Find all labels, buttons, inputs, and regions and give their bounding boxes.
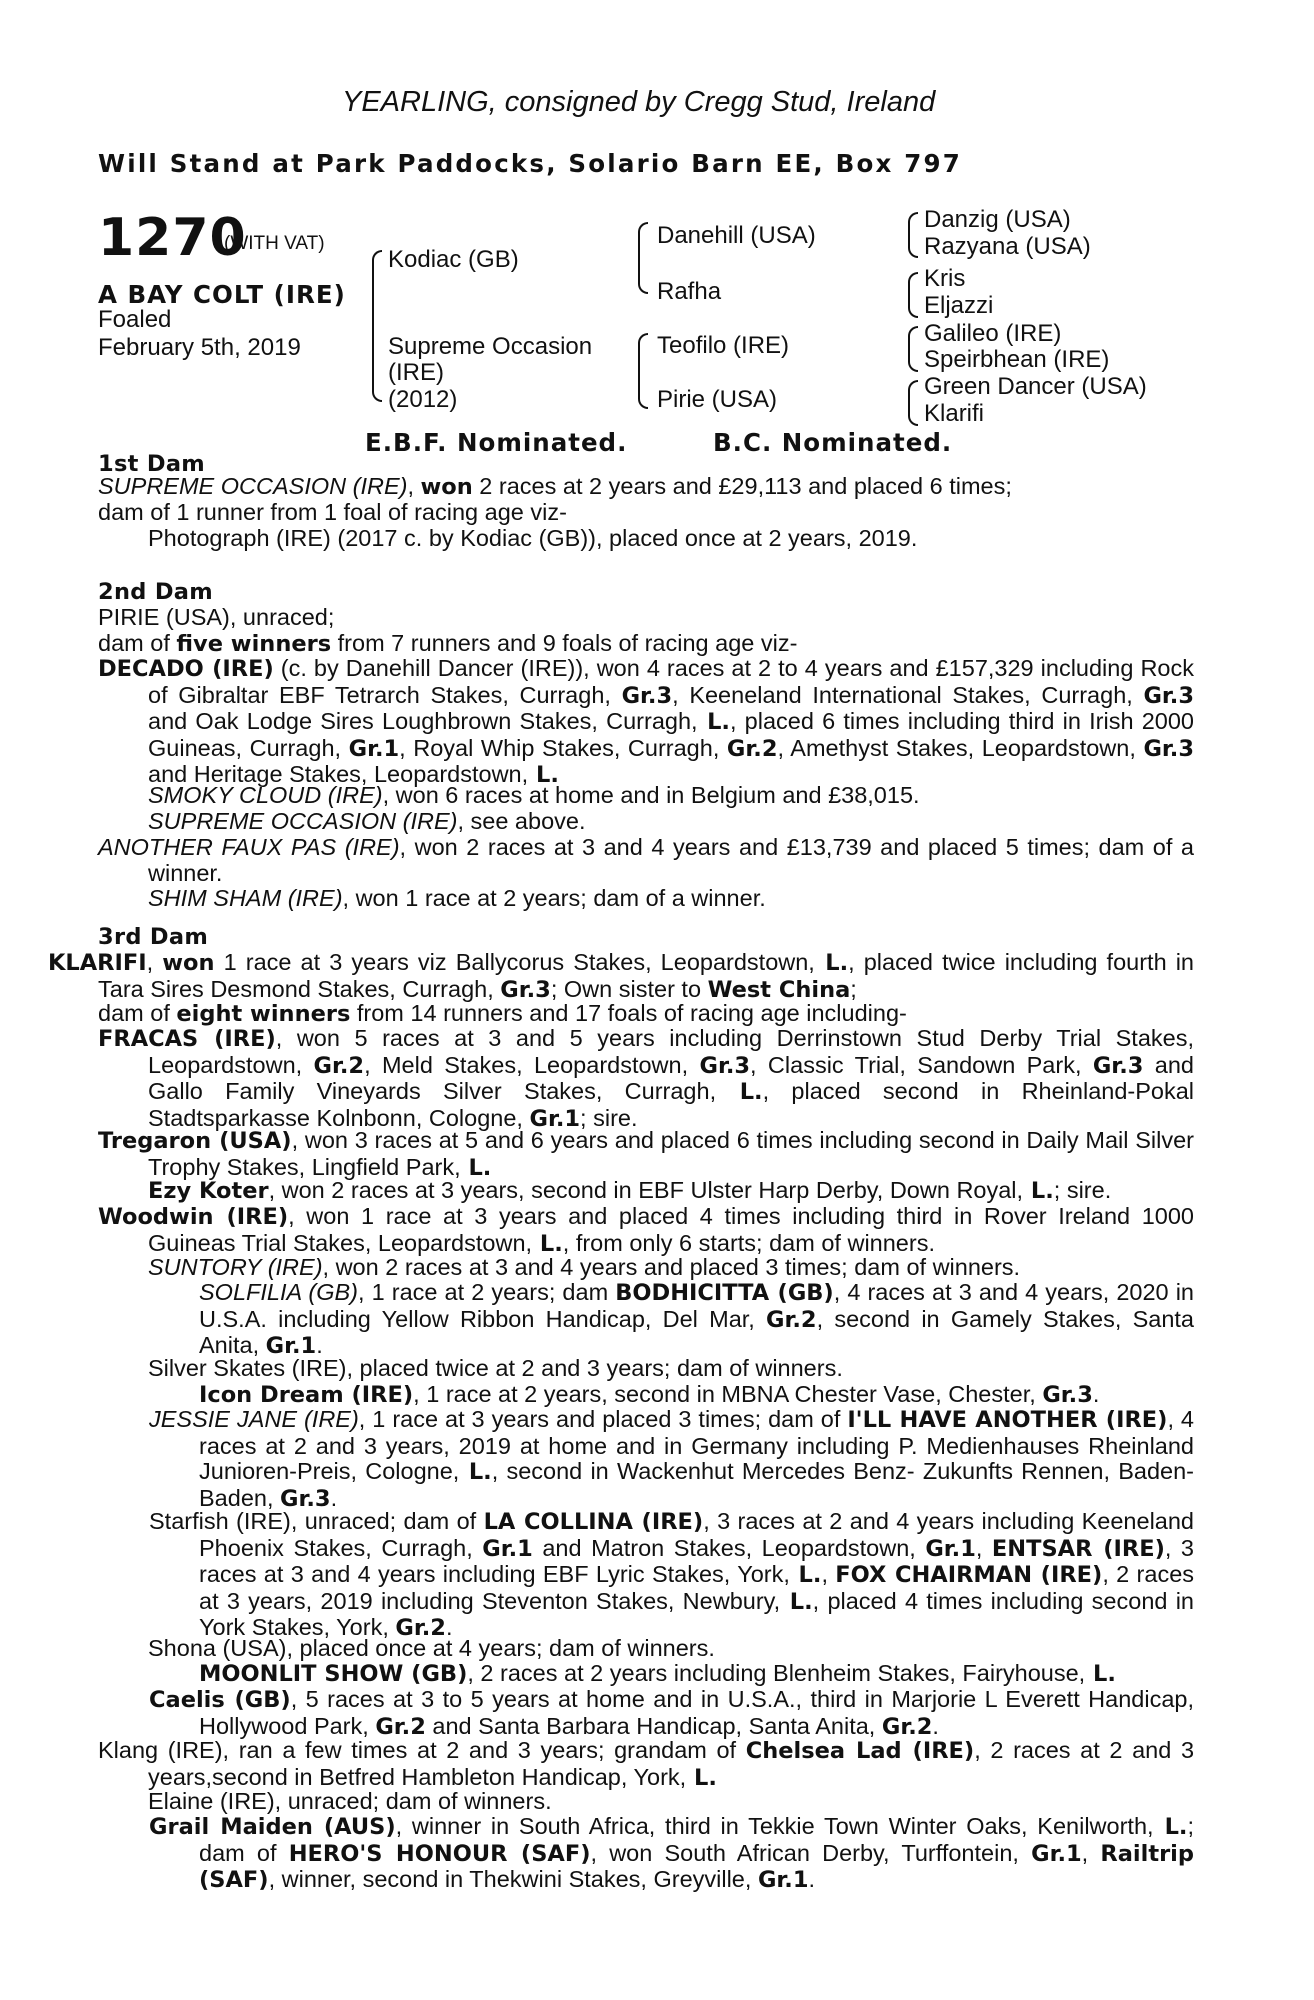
pedigree-entry: MOONLIT SHOW (GB), 2 races at 2 years including Blenheim Stakes, Fairyhouse, L. xyxy=(199,1660,1116,1687)
dam-country: (IRE) xyxy=(388,359,444,386)
pedigree-entry: JESSIE JANE (IRE), 1 race at 3 years and placed 3 times; dam of I'LL HAVE ANOTHER (IRE), 4 races at 2 and 3 years, 2019 at home and in Germany including P. Medienhauses Rheinland Junioren-Preis, Cologne, L., second in Wackenhut Mercedes Benz- Zukunfts Rennen, Baden-Baden, Gr.3. xyxy=(149,1406,1195,1512)
pedigree-entry: SMOKY CLOUD (IRE), won 6 races at home and in Belgium and £38,015. xyxy=(148,782,920,808)
pedigree-entry: Photograph (IRE) (2017 c. by Kodiac (GB)), placed once at 2 years, 2019. xyxy=(148,525,918,551)
great-grandparent: Danzig (USA) xyxy=(924,206,1071,233)
great-grandparent: Kris xyxy=(924,265,966,292)
dam-sire: Teofilo (IRE) xyxy=(657,332,790,359)
pedigree-brace xyxy=(638,333,648,409)
pedigree-entry: SOLFILIA (GB), 1 race at 2 years; dam BODHICITTA (GB), 4 races at 3 and 4 years, 2020 in U.S.A. including Yellow Ribbon Handicap, Del Mar, Gr.2, second in Gamely Stakes, Santa Anita, Gr.1. xyxy=(199,1279,1194,1359)
pedigree-entry: Tregaron (USA), won 3 races at 5 and 6 years and placed 6 times including second in Daily Mail Silver Trophy Stakes, Lingfield Park, L. xyxy=(98,1127,1194,1181)
sire-sire: Danehill (USA) xyxy=(657,222,816,249)
pedigree-brace xyxy=(908,272,918,318)
pedigree-entry: Silver Skates (IRE), placed twice at 2 and 3 years; dam of winners. xyxy=(148,1355,843,1381)
pedigree-brace xyxy=(638,222,648,294)
second-dam-heading: 2nd Dam xyxy=(98,579,214,605)
great-grandparent: Razyana (USA) xyxy=(924,233,1091,260)
great-grandparent: Klarifi xyxy=(924,400,985,427)
first-dam-heading: 1st Dam xyxy=(98,451,206,477)
pedigree-entry: PIRIE (USA), unraced; xyxy=(98,604,335,630)
pedigree-entry: SUPREME OCCASION (IRE), see above. xyxy=(148,808,586,834)
sire: Kodiac (GB) xyxy=(388,246,519,273)
pedigree-entry: Woodwin (IRE), won 1 race at 3 years and placed 4 times including third in Rover Ireland 1000 Guineas Trial Stakes, Leopardstown, L., from only 6 starts; dam of winners. xyxy=(98,1203,1194,1257)
dam-dam: Pirie (USA) xyxy=(657,386,778,413)
pedigree-entry: Caelis (GB), 5 races at 3 to 5 years at home and in U.S.A., third in Marjorie L Everett Handicap, Hollywood Park, Gr.2 and Santa Barbara Handicap, Santa Anita, Gr.2. xyxy=(149,1686,1194,1740)
pedigree-entry: dam of five winners from 7 runners and 9 foals of racing age viz- xyxy=(98,630,798,657)
foaled-label: Foaled xyxy=(98,306,172,333)
pedigree-entry: SHIM SHAM (IRE), won 1 race at 2 years; dam of a winner. xyxy=(148,885,766,911)
ebf-nominated: E.B.F. Nominated. xyxy=(365,428,628,457)
pedigree-entry: Klang (IRE), ran a few times at 2 and 3 years; grandam of Chelsea Lad (IRE), 2 races at 2 and 3 years,second in Betfred Hambleton Handicap, York, L. xyxy=(98,1737,1195,1791)
catalogue-header: YEARLING, consigned by Cregg Stud, Ireland xyxy=(342,86,936,118)
stabling-location: Will Stand at Park Paddocks, Solario Barn EE, Box 797 xyxy=(98,149,963,178)
pedigree-entry: SUPREME OCCASION (IRE), won 2 races at 2 years and £29,113 and placed 6 times; xyxy=(98,473,1012,500)
great-grandparent: Eljazzi xyxy=(924,292,994,319)
pedigree-entry: SUNTORY (IRE), won 2 races at 3 and 4 years and placed 3 times; dam of winners. xyxy=(148,1254,1021,1280)
great-grandparent: Speirbhean (IRE) xyxy=(924,346,1110,373)
pedigree-brace xyxy=(908,326,918,372)
pedigree-entry: dam of eight winners from 14 runners and 17 foals of racing age including- xyxy=(98,1000,907,1027)
pedigree-entry: Starfish (IRE), unraced; dam of LA COLLINA (IRE), 3 races at 2 and 4 years including Keeneland Phoenix Stakes, Curragh, Gr.1 and Matron Stakes, Leopardstown, Gr.1, ENTSAR (IRE), 3 races at 3 and 4 years including EBF Lyric Stakes, York, L., FOX CHAIRMAN (IRE), 2 races at 3 years, 2019 including Steventon Stakes, Newbury, L., placed 4 times including second in York Stakes, York, Gr.2. xyxy=(149,1508,1195,1641)
pedigree-entry: KLARIFI, won 1 race at 3 years viz Ballycorus Stakes, Leopardstown, L., placed twice including fourth in Tara Sires Desmond Stakes, Curragh, Gr.3; Own sister to West China; xyxy=(48,949,1195,1003)
dam-year: (2012) xyxy=(388,386,458,413)
foaled-date: February 5th, 2019 xyxy=(98,334,301,361)
pedigree-entry: ANOTHER FAUX PAS (IRE), won 2 races at 3 and 4 years and £13,739 and placed 5 times; dam of a winner. xyxy=(98,834,1194,886)
pedigree-entry: Elaine (IRE), unraced; dam of winners. xyxy=(148,1788,552,1814)
vat-note: (WITH VAT) xyxy=(224,233,325,254)
sire-dam: Rafha xyxy=(657,278,722,305)
pedigree-entry: FRACAS (IRE), won 5 races at 3 and 5 years including Derrinstown Stud Derby Trial Stakes, Leopardstown, Gr.2, Meld Stakes, Leopardstown, Gr.3, Classic Trial, Sandown Park, Gr.3 and Gallo Family Vineyards Silver Stakes, Curragh, L., placed second in Rheinland-Pokal Stadtsparkasse Kolnbonn, Cologne, Gr.1; sire. xyxy=(98,1025,1195,1132)
lot-number: 1270 xyxy=(98,208,247,268)
pedigree-entry: Icon Dream (IRE), 1 race at 2 years, second in MBNA Chester Vase, Chester, Gr.3. xyxy=(199,1381,1100,1408)
pedigree-entry: Grail Maiden (AUS), winner in South Africa, third in Tekkie Town Winter Oaks, Kenilworth, L.; dam of HERO'S HONOUR (SAF), won South African Derby, Turffontein, Gr.1, Railtrip (SAF), winner, second in Thekwini Stakes, Greyville, Gr.1. xyxy=(149,1813,1195,1893)
dam-name: Supreme Occasion xyxy=(388,333,593,360)
pedigree-brace xyxy=(908,212,918,258)
pedigree-brace xyxy=(908,380,918,426)
third-dam-heading: 3rd Dam xyxy=(98,924,209,950)
horse-name: A BAY COLT (IRE) xyxy=(98,280,346,309)
pedigree-entry: Ezy Koter, won 2 races at 3 years, second in EBF Ulster Harp Derby, Down Royal, L.; sire. xyxy=(148,1177,1112,1204)
great-grandparent: Green Dancer (USA) xyxy=(924,373,1147,400)
bc-nominated: B.C. Nominated. xyxy=(713,428,953,457)
pedigree-entry: DECADO (IRE) (c. by Danehill Dancer (IRE)), won 4 races at 2 to 4 years and £157,329 including Rock of Gibraltar EBF Tetrarch Stakes, Curragh, Gr.3, Keeneland International Stakes, Curragh, Gr.3 and Oak Lodge Sires Loughbrown Stakes, Curragh, L., placed 6 times including third in Irish 2000 Guineas, Curragh, Gr.1, Royal Whip Stakes, Curragh, Gr.2, Amethyst Stakes, Leopardstown, Gr.3 and Heritage Stakes, Leopardstown, L. xyxy=(98,655,1194,788)
pedigree-entry: Shona (USA), placed once at 4 years; dam of winners. xyxy=(148,1635,715,1661)
pedigree-brace xyxy=(372,250,382,402)
pedigree-entry: dam of 1 runner from 1 foal of racing age viz- xyxy=(98,499,567,525)
great-grandparent: Galileo (IRE) xyxy=(924,320,1062,347)
